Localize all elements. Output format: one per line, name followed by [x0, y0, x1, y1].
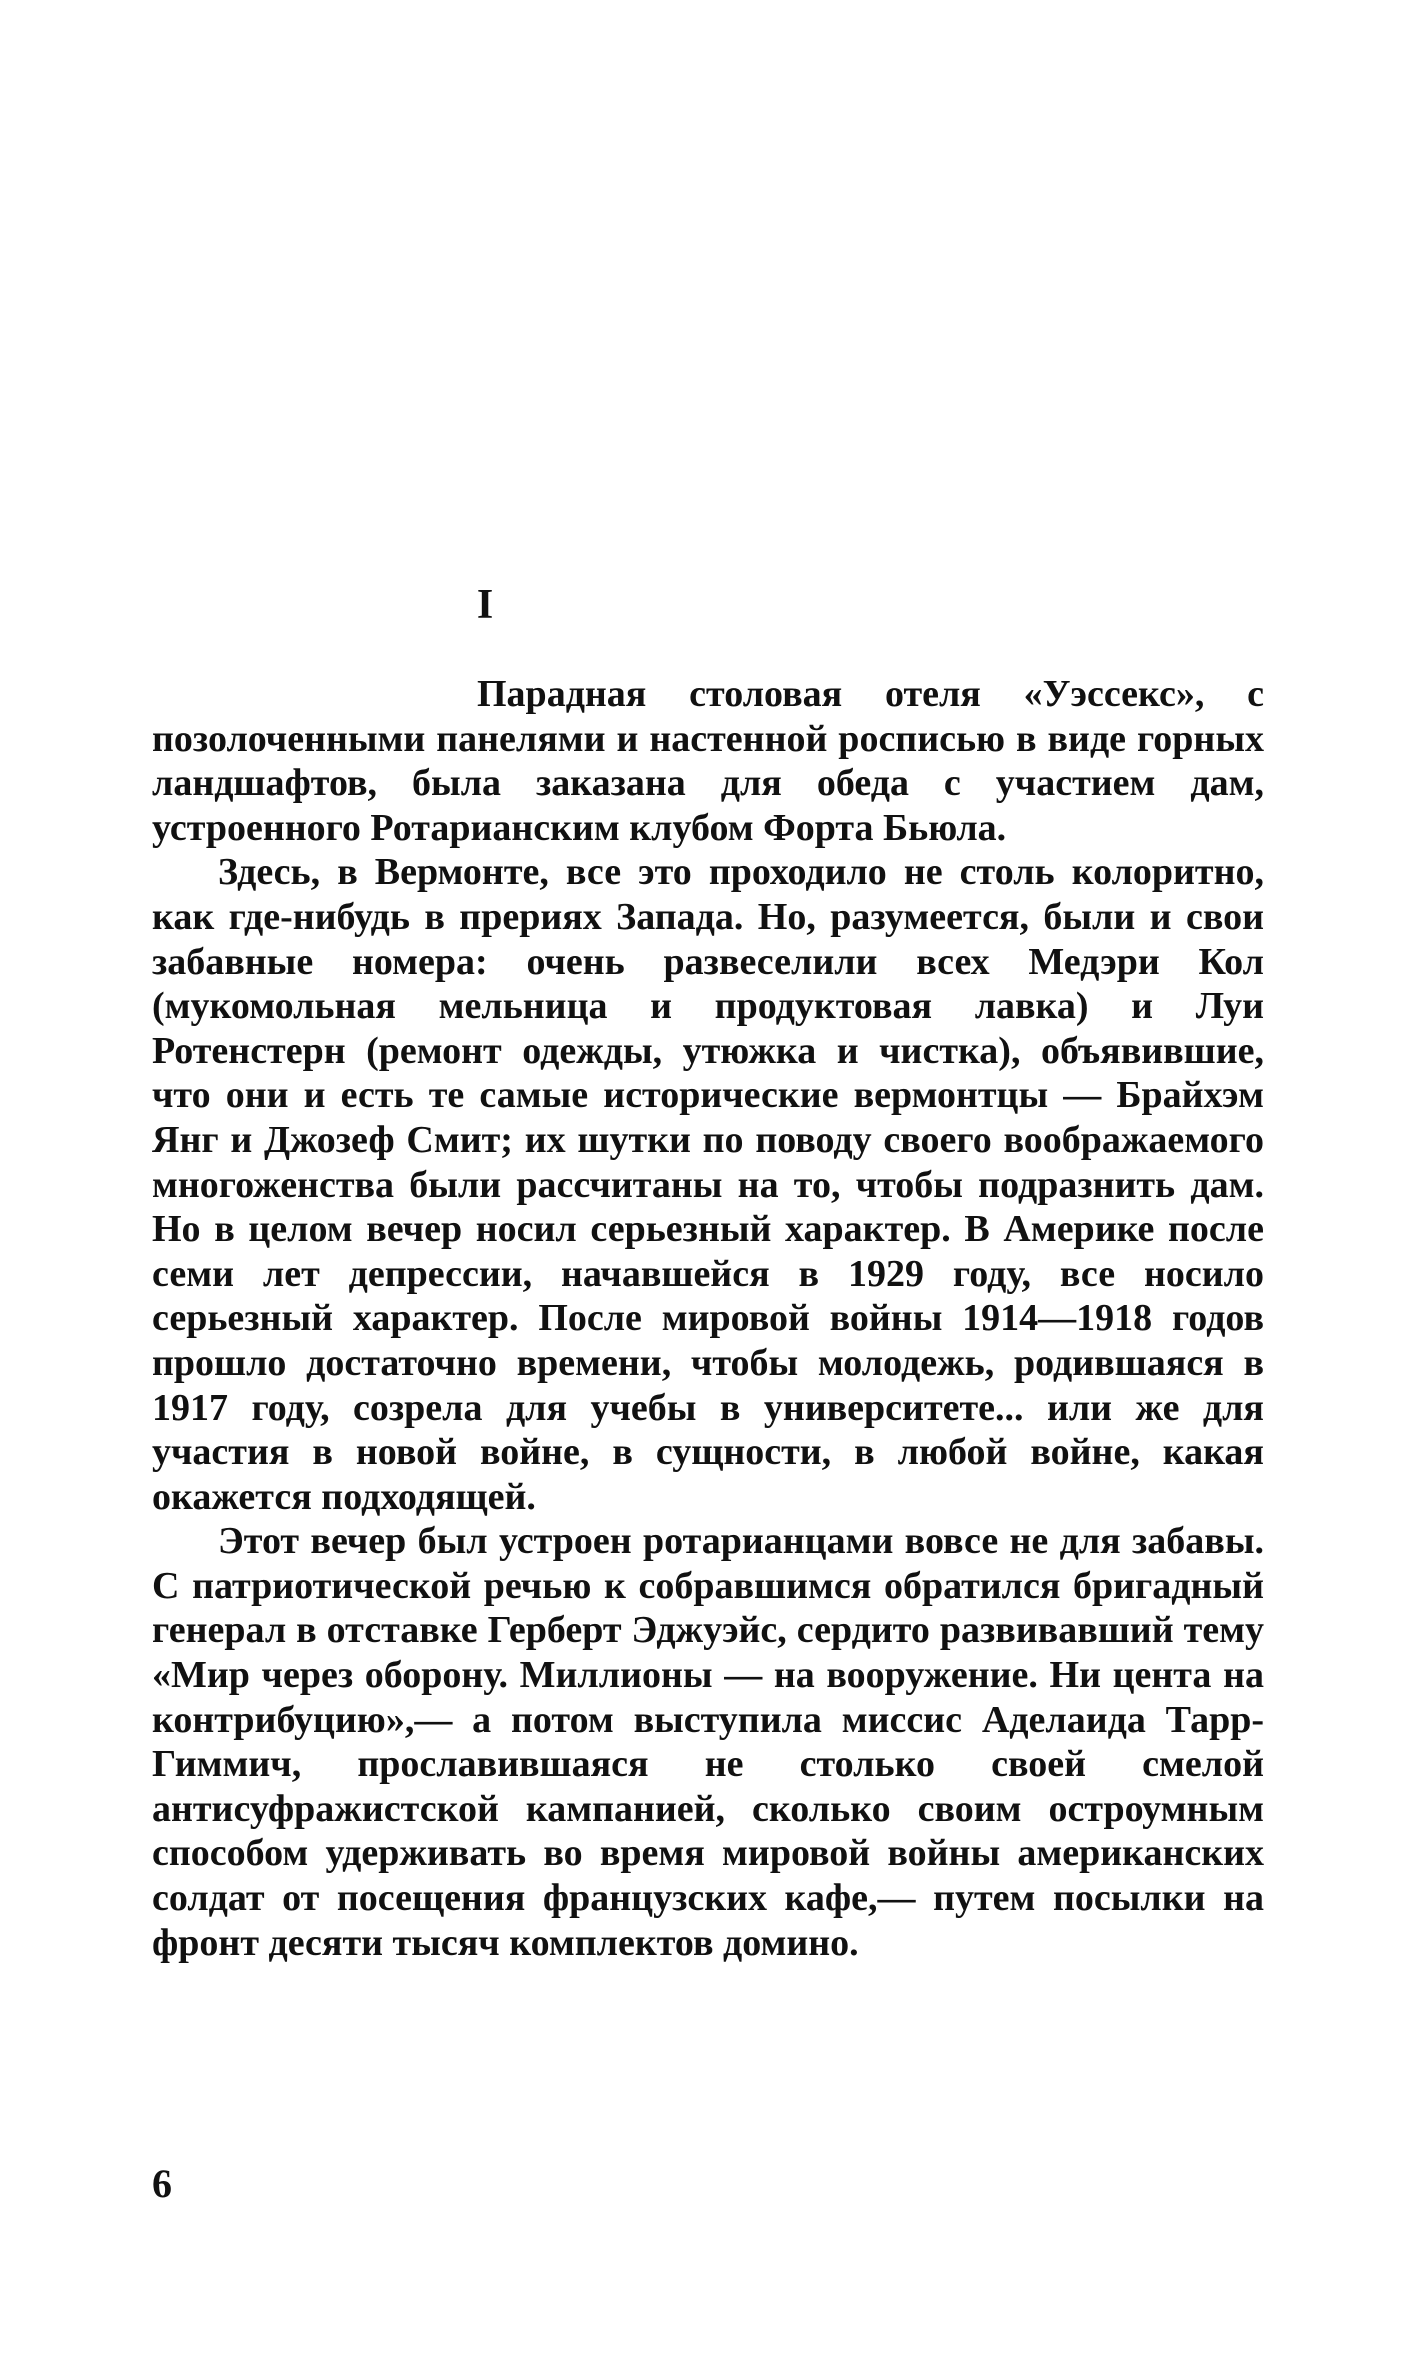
paragraph-2: Здесь, в Вермонте, все это проходило не столь колоритно, как где-нибудь в прериях Запада. Но, разумеется, были и свои забавные номера: очень развеселили всех Медэри Кол (мукомольная мельница и продуктовая лавка) и Луи Ротенстерн (ремонт одежды, утюжка и чистка), объявившие, что они и есть те самые исторические вермонтцы — Брайхэм Янг и Джозеф Смит; их шутки по поводу своего воображаемого многоженства были рассчитаны на то, чтобы подразнить дам. Но в целом вечер носил серьезный характер. В Америке после семи лет депрессии, начавшейся в 1929 году, все носило серьезный характер. После мировой войны 1914—1918 годов прошло достаточно времени, чтобы молодежь, родившаяся в 1917 году, созрела для учебы в университете... или же для участия в новой войне, в сущности, в любой войне, какая окажется подходящей.: [152, 851, 1264, 1518]
paragraph-3: Этот вечер был устроен ротарианцами вовсе не для забавы. С патриотической речью к собравшимся обратился бригадный генерал в отставке Герберт Эджуэйс, сердито развивавший тему «Мир через оборону. Миллионы — на вооружение. Ни цента на контрибуцию»,— а потом выступила миссис Аделаида Тарр-Гиммич, прославившаяся не столько своей смелой антисуфражистской кампанией, сколько своим остроумным способом удерживать во время мировой войны американских солдат от посещения французских кафе,— путем посылки на фронт десяти тысяч комплектов домино.: [152, 1520, 1264, 1964]
page-number: 6: [152, 2161, 172, 2206]
body-text: [152, 672, 1264, 1965]
chapter-number: I: [476, 582, 494, 628]
paragraph-1: Парадная столовая отеля «Уэссекс», с позолоченными панелями и настенной росписью в виде горных ландшафтов, была заказана для обеда с участием дам, устроенного Ротарианским клубом Форта Бьюла.: [152, 673, 1264, 849]
